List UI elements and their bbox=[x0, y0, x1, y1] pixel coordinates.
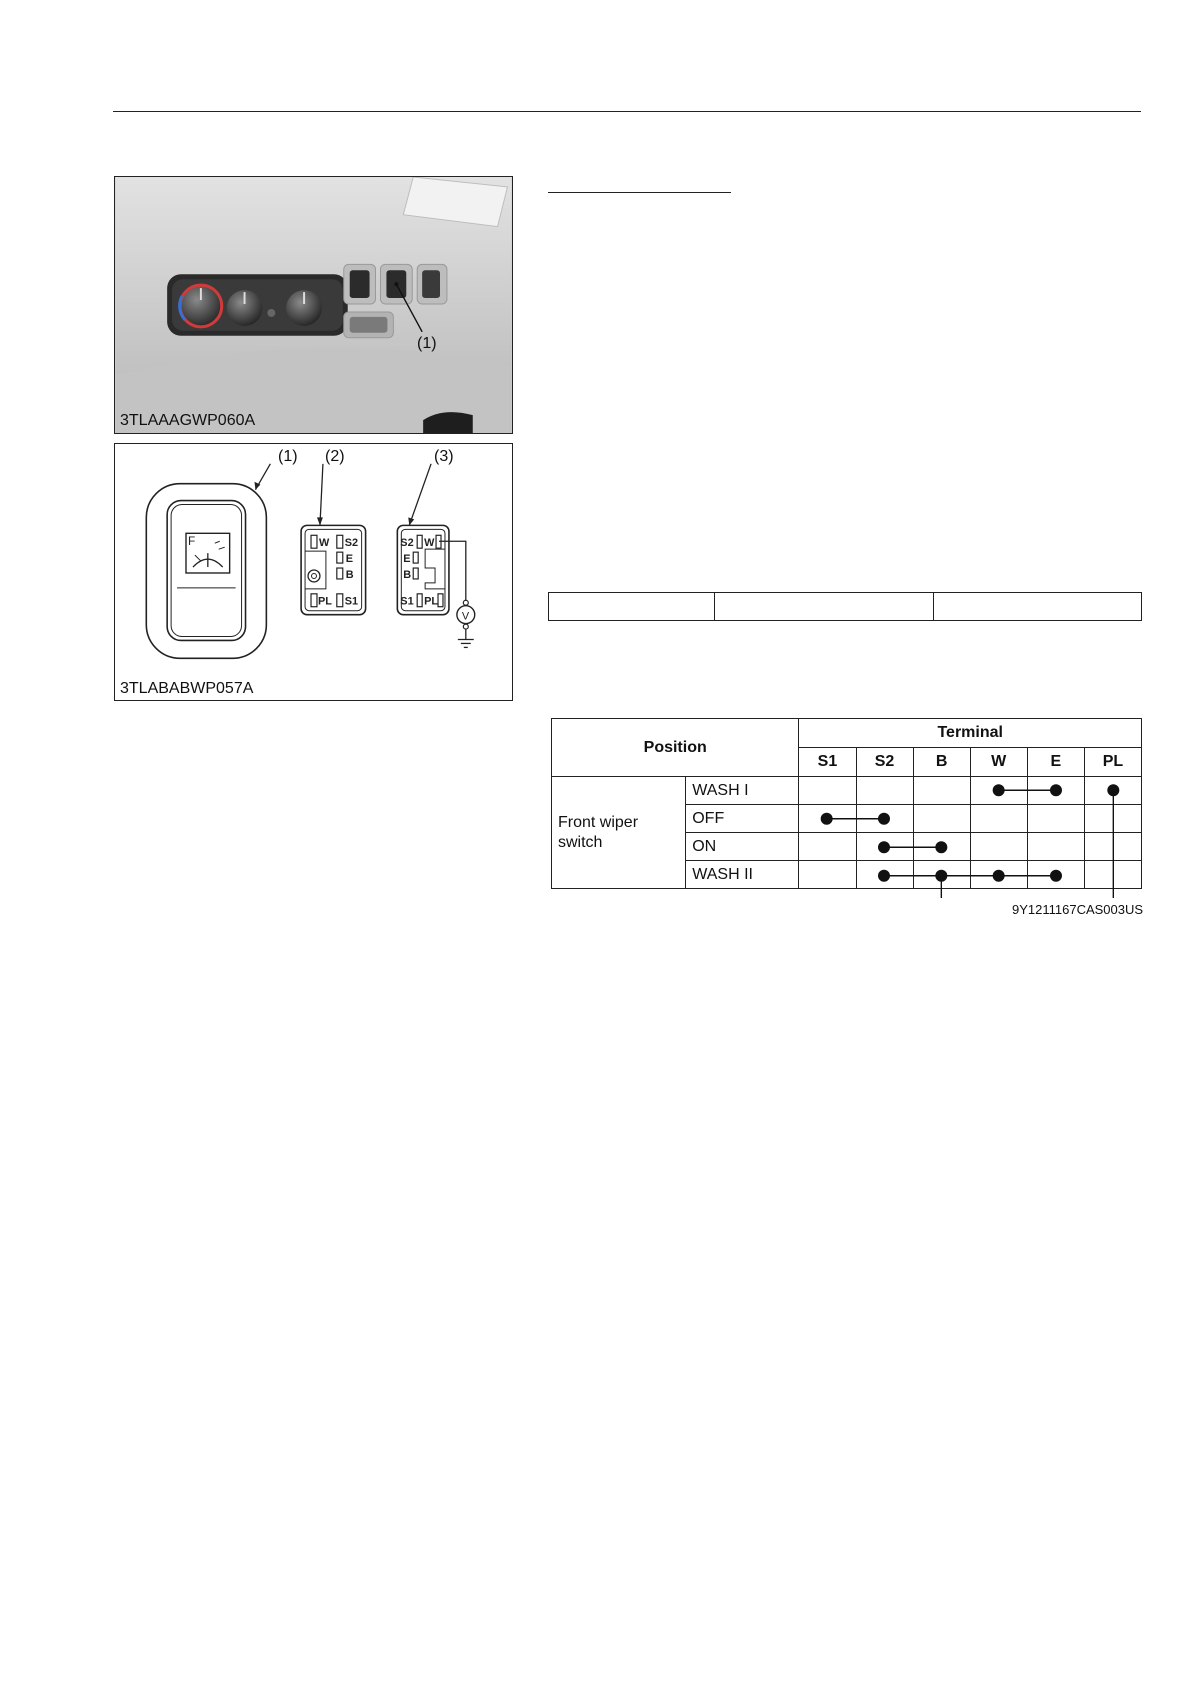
callout-1: (1) bbox=[417, 335, 437, 352]
terminal-continuity-table bbox=[551, 718, 1142, 889]
c3-label-b: B bbox=[403, 568, 412, 581]
table-cell bbox=[856, 805, 913, 833]
table-cell bbox=[970, 777, 1027, 805]
row-label: ON bbox=[686, 833, 799, 861]
c3-label-e: E bbox=[403, 553, 411, 566]
header-rule bbox=[113, 111, 1141, 112]
wiper-switch-drawing bbox=[146, 484, 266, 659]
c3-label-w: W bbox=[424, 537, 435, 550]
table-cell bbox=[856, 861, 913, 889]
meter-label: V bbox=[461, 610, 470, 623]
row-label: WASH II bbox=[686, 861, 799, 889]
table-cell bbox=[799, 777, 856, 805]
table-cell bbox=[799, 833, 856, 861]
column-header: S2 bbox=[856, 748, 913, 777]
column-header: B bbox=[913, 748, 970, 777]
table-cell bbox=[856, 777, 913, 805]
figure-code: 3TLAAAGWP060A bbox=[120, 412, 256, 429]
column-header: S1 bbox=[799, 748, 856, 777]
group-label-line1: Front wiper bbox=[558, 813, 639, 831]
table-cell bbox=[913, 777, 970, 805]
blank-cell bbox=[715, 593, 934, 621]
table-cell bbox=[1027, 777, 1084, 805]
c3-label-pl: PL bbox=[424, 595, 439, 608]
c2-label-s2: S2 bbox=[344, 537, 359, 550]
diagram-figure-switch-terminals bbox=[114, 443, 513, 701]
table-cell bbox=[1027, 833, 1084, 861]
c2-label-w: W bbox=[318, 537, 330, 550]
blank-cell bbox=[549, 593, 715, 621]
row-label: OFF bbox=[686, 805, 799, 833]
group-label-line2: switch bbox=[558, 833, 603, 851]
switch-face-letter: F bbox=[187, 534, 196, 549]
callout-2: (2) bbox=[325, 448, 345, 465]
dashboard-photo-illustration bbox=[115, 177, 512, 433]
table-cell bbox=[1084, 777, 1141, 805]
table-cell bbox=[1084, 805, 1141, 833]
table-cell bbox=[1084, 861, 1141, 889]
switch-terminal-diagram bbox=[115, 444, 512, 700]
table-cell bbox=[913, 861, 970, 889]
c2-label-b: B bbox=[345, 568, 354, 581]
header-terminal: Terminal bbox=[799, 719, 1142, 748]
group-label bbox=[552, 777, 686, 889]
c2-label-pl: PL bbox=[317, 595, 332, 608]
header-position: Position bbox=[552, 719, 799, 777]
table-cell bbox=[799, 861, 856, 889]
table-cell bbox=[970, 861, 1027, 889]
table-cell bbox=[970, 805, 1027, 833]
c2-label-s1: S1 bbox=[344, 595, 359, 608]
c2-label-e: E bbox=[345, 553, 354, 566]
section-underline bbox=[548, 192, 731, 193]
table-cell bbox=[1027, 861, 1084, 889]
connector-2-drawing bbox=[301, 525, 365, 614]
table-cell bbox=[970, 833, 1027, 861]
table-code: 9Y1211167CAS003US bbox=[1012, 902, 1144, 917]
table-cell bbox=[1027, 805, 1084, 833]
connector-3-drawing bbox=[397, 525, 474, 647]
table-cell bbox=[913, 833, 970, 861]
callout-3: (3) bbox=[434, 448, 454, 465]
row-label: WASH I bbox=[686, 777, 799, 805]
c3-label-s1: S1 bbox=[400, 595, 414, 608]
column-header: PL bbox=[1084, 748, 1141, 777]
table-cell bbox=[799, 805, 856, 833]
callout-1: (1) bbox=[278, 448, 298, 465]
blank-spec-table bbox=[548, 592, 1142, 621]
table-cell bbox=[856, 833, 913, 861]
figure-code: 3TLABABWP057A bbox=[120, 680, 254, 697]
table-cell bbox=[1084, 833, 1141, 861]
c3-label-s2: S2 bbox=[400, 537, 414, 550]
blank-cell bbox=[934, 593, 1142, 621]
photo-figure-switch-location bbox=[114, 176, 513, 434]
table-cell bbox=[913, 805, 970, 833]
column-header: W bbox=[970, 748, 1027, 777]
column-header: E bbox=[1027, 748, 1084, 777]
